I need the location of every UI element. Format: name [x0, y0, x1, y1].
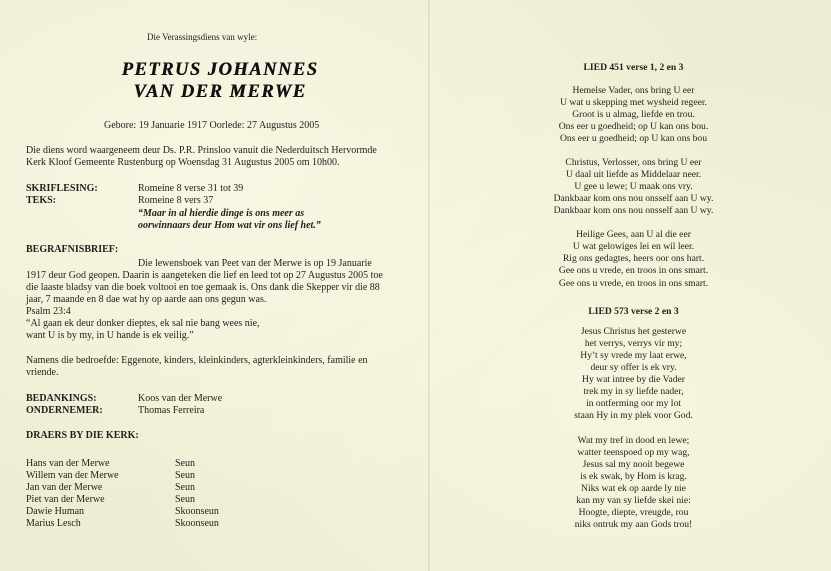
hymn-line: Wat my tref in dood en lewe;: [577, 435, 690, 446]
hymn-line: Rig ons gedagtes, heers oor ons hart.: [562, 253, 705, 264]
bearer-relation: Seun: [175, 482, 195, 493]
hymn-line: watter teenspoed op my wag,: [577, 447, 690, 458]
bearer-name: Marius Lesch: [26, 518, 81, 529]
hymn-line: Hy’t sy vrede my laat erwe,: [580, 350, 687, 361]
hymn-line: is ek swak, by Hom is krag.: [580, 471, 687, 482]
hymn-line: trek my in sy liefde nader,: [583, 386, 684, 397]
bearer-relation: Seun: [175, 470, 195, 481]
bearer-name: Willem van der Merwe: [26, 470, 119, 481]
hymn-line: niks ontruk my aan Gods trou!: [574, 519, 693, 530]
deceased-name-line2: VAN DER MERWE: [133, 82, 307, 102]
bedankings-value: Koos van der Merwe: [138, 393, 223, 404]
bearer-relation: Skoonseun: [175, 506, 219, 517]
hymn-line: in ontferming oor my lot: [586, 398, 681, 409]
ondernemer-value: Thomas Ferreira: [138, 405, 205, 416]
service-text-line1: Die diens word waargeneem deur Ds. P.R. Prinsloo vanuit die Nederduitsch Hervormde: [26, 145, 377, 156]
letter-line: jaar, 7 maande en 8 dae wat hy op aarde aan ons gegun was.: [26, 294, 267, 305]
psalm-quote-line2: want U is by my, in U hande is ek veilig.”: [26, 330, 194, 341]
hymn-line: staan Hy in my plek voor God.: [574, 410, 693, 421]
bereaved-line1: Namens die bedroefde: Eggenote, kinders, kleinkinders, agterkleinkinders, familie en: [26, 355, 368, 366]
hymn-line: Heilige Gees, aan U al die eer: [576, 229, 691, 240]
teks-label: TEKS:: [26, 195, 57, 206]
bedankings-label: BEDANKINGS:: [26, 393, 97, 404]
hymn-line: Dankbaar kom ons nou onsself aan U wy.: [553, 193, 714, 204]
hymn-line: U wat gelowiges lei en wil leer.: [572, 241, 695, 252]
letter-line: Die lewensboek van Peet van der Merwe is op 19 Januarie: [138, 258, 372, 269]
birth-death-dates: Gebore: 19 Januarie 1917 Oorlede: 27 Augustus 2005: [104, 120, 320, 131]
hymn-line: U gee u lewe; U maak ons vry.: [574, 181, 693, 192]
scripture-quote-line1: “Maar in al hierdie dinge is ons meer as: [138, 208, 305, 219]
hymn-line: Gee ons u vrede, en troos in ons smart.: [558, 265, 709, 276]
hymn-line: Jesus Christus het gesterwe: [580, 326, 687, 337]
hymn-line: U wat u skepping met wysheid regeer.: [560, 97, 707, 108]
ondernemer-label: ONDERNEMER:: [26, 405, 103, 416]
teks-value: Romeine 8 vers 37: [138, 195, 214, 206]
bearer-relation: Skoonseun: [175, 518, 219, 529]
left-page: [20, 0, 420, 571]
hymn-line: Hy wat intree by die Vader: [582, 374, 685, 385]
hymn-line: Dankbaar kom ons nou onsself aan U wy.: [553, 205, 714, 216]
psalm-quote-line1: “Al gaan ek deur donker dieptes, ek sal nie bang wees nie,: [26, 318, 260, 329]
bearer-name: Jan van der Merwe: [26, 482, 103, 493]
hymn-line: het verrys, verrys vir my;: [584, 338, 683, 349]
bearer-relation: Seun: [175, 494, 195, 505]
bearer-relation: Seun: [175, 458, 195, 469]
hymn-line: Christus, Verlosser, ons bring U eer: [565, 157, 702, 168]
bearer-name: Dawie Human: [26, 506, 85, 517]
hymn-line: Groot is u almag, liefde en trou.: [572, 109, 695, 120]
hymn-line: Hemelse Vader, ons bring U eer: [572, 85, 695, 96]
hymn-line: Ons eer u goedheid; op U kan ons bou.: [558, 121, 709, 132]
hymn-line: Jesus sal my nooit begewe: [582, 459, 685, 470]
hymn2-title: LIED 573 verse 2 en 3: [588, 306, 679, 317]
hymn-line: deur sy offer is ek vry.: [590, 362, 677, 373]
deceased-name-line1: PETRUS JOHANNES: [121, 60, 319, 80]
right-page: [436, 0, 831, 571]
intro-text: Die Verassingsdiens van wyle:: [147, 32, 258, 42]
hymn-line: Hoogte, diepte, vreugde, rou: [578, 507, 689, 518]
psalm-reference: Psalm 23:4: [26, 306, 71, 317]
begrafnisbrief-label: BEGRAFNISBRIEF:: [26, 244, 119, 255]
letter-line: die laaste bladsy van die boek voltooi en toe gemaak is. Ons dank die Skepper vir die 88: [26, 282, 380, 293]
hymn-line: kan my van sy liefde skei nie:: [576, 495, 691, 506]
skriflesing-value: Romeine 8 verse 31 tot 39: [138, 183, 244, 194]
hymn1-title: LIED 451 verse 1, 2 en 3: [583, 62, 684, 73]
bearer-name: Piet van der Merwe: [26, 494, 105, 505]
letter-line: 1917 deur God geopen. Daarin is aangeteken die lief en leed tot op 27 Augustus 2005 toe: [26, 270, 383, 281]
hymn-line: U daal uit liefde as Middelaar neer.: [565, 169, 702, 180]
page-fold: [428, 0, 430, 571]
bereaved-line2: vriende.: [26, 367, 59, 378]
hymn-line: Niks wat ek op aarde ly nie: [581, 483, 686, 494]
hymn-line: Gee ons u vrede, en troos in ons smart.: [558, 278, 709, 289]
scripture-quote-line2: oorwinnaars deur Hom wat vir ons lief het.”: [138, 220, 321, 231]
hymn-line: Ons eer u goedheid; op U kan ons bou: [559, 133, 708, 144]
service-text-line2: Kerk Kloof Gemeente Rustenburg op Woensdag 31 Augustus 2005 om 10h00.: [26, 157, 340, 168]
bearers-heading: DRAERS BY DIE KERK:: [26, 430, 139, 441]
bearer-name: Hans van der Merwe: [26, 458, 110, 469]
skriflesing-label: SKRIFLESING:: [26, 183, 98, 194]
